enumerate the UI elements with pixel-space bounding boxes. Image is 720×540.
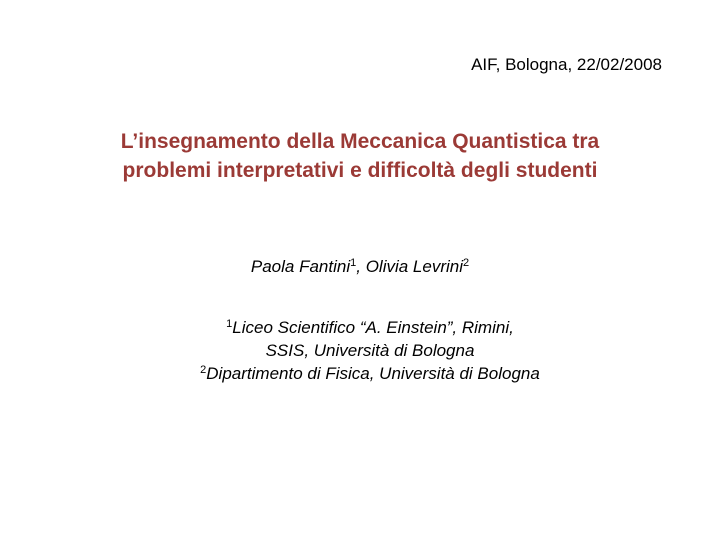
- affiliation-2-mark: 2: [200, 364, 207, 376]
- title-line-1: L’insegnamento della Meccanica Quantistica tra: [120, 130, 600, 153]
- author-2-name: Olivia Levrini: [365, 257, 463, 276]
- affiliation-1-mark: 1: [226, 318, 233, 330]
- affiliation-2-line: [0, 362, 720, 385]
- author-list: [0, 256, 720, 278]
- slide-title: [0, 127, 720, 185]
- affiliation-1-line-1: [0, 316, 720, 339]
- event-date-line: AIF, Bologna, 22/02/2008: [471, 55, 662, 74]
- title-line-2: problemi interpretativi e difficoltà degli studenti: [122, 159, 598, 182]
- author-1-affiliation-mark: 1: [350, 257, 357, 269]
- author-1-name: Paola Fantini: [250, 257, 351, 276]
- affiliations-block: [0, 316, 720, 385]
- affiliation-1-text: Liceo Scientifico “A. Einstein”, Rimini,: [232, 318, 514, 337]
- affiliation-1-line-2: SSIS, Università di Bologna: [265, 341, 475, 360]
- affiliation-2-text: Dipartimento di Fisica, Università di Bologna: [206, 364, 540, 383]
- author-separator: ,: [356, 257, 366, 276]
- author-2-affiliation-mark: 2: [463, 257, 470, 269]
